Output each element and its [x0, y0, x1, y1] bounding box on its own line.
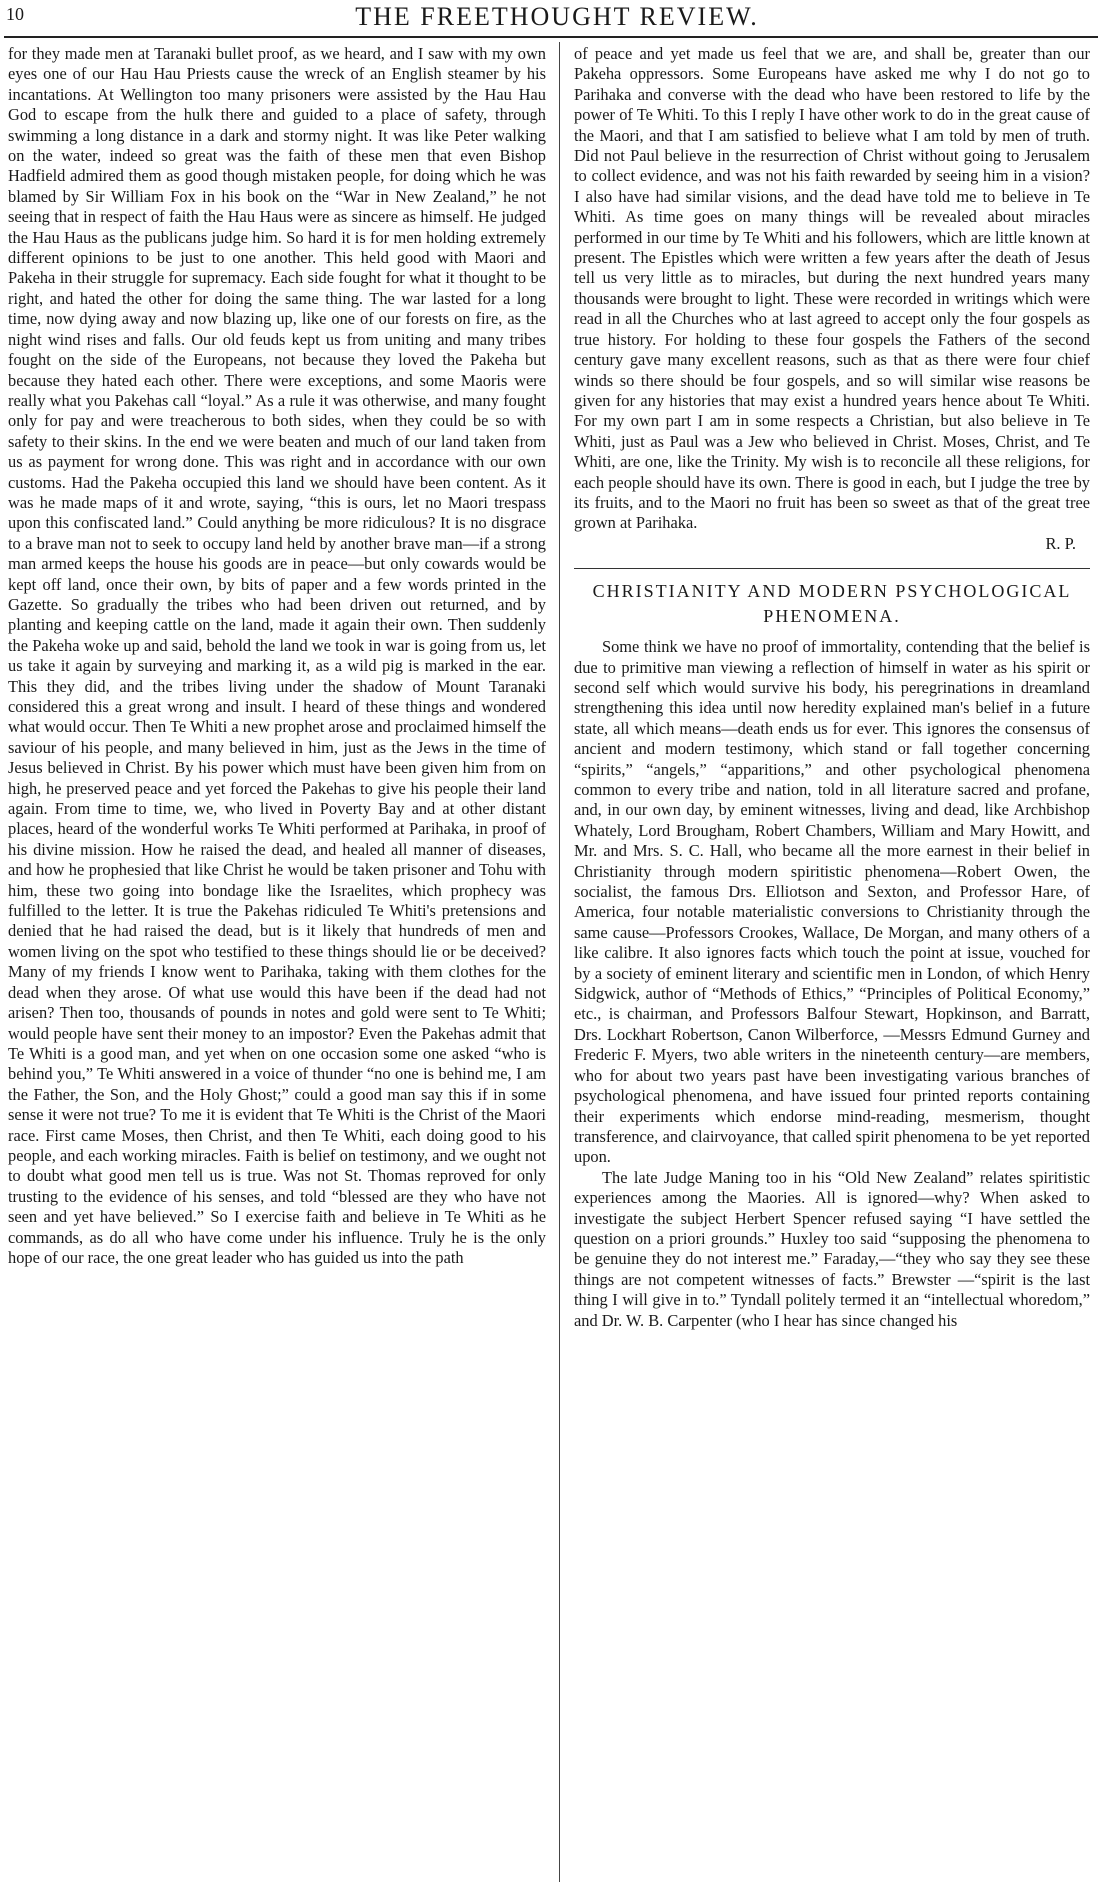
article-title: CHRISTIANITY AND MODERN PSYCHOLOGICAL PHENOMENA.: [592, 581, 1072, 627]
article-paragraph: The late Judge Maning too in his “Old New Zealand” relates spiritistic experiences among the Maories. All is ignored—why? When asked to investigate the subject Herbert Spencer refused saying “I have settled the question on a priori grounds.” Huxley too said “supposing the phenomena to be genuine they do not interest me.” Faraday,—“they who say they see these things are not competent witnesses of facts.” Brewster —“spirit is the last thing I will give in to.” Tyndall politely termed it an “intellectual whoredom,” and Dr. W. B. Carpenter (who I hear has since changed his: [574, 1167, 1090, 1330]
section-divider: [574, 568, 1090, 569]
article-paragraph: Some think we have no proof of immortality, contending that the belief is due to primitive man viewing a reflection of himself in water as his spirit or second self which would survive his body, his peregrinations in dreamland strengthening this idea until now heredity explained man's belief in a future state, all which means—death ends us for ever. This ignores the consensus of ancient and modern testimony, which stand or fall together concerning “spirits,” “angels,” “apparitions,” and other psychological phenomena common to every tribe and nation, told in all literature sacred and profane, and, in our own day, by eminent witnesses, living and dead, like Archbishop Whately, Lord Brougham, Robert Chambers, William and Mary Howitt, and Mr. and Mrs. S. C. Hall, who became all the more earnest in their belief in Christianity through modern spiritistic phenomena—Robert Owen, the socialist, the famous Drs. Elliotson and Sexton, and Professor Hare, of America, four notable materialistic conversions to Christianity through the same cause—Professors Crookes, Wallace, De Morgan, and many others of a like calibre. It also ignores facts which touch the point at issue, vouched for by a society of eminent literary and scientific men in London, of which Henry Sidgwick, author of “Methods of Ethics,” “Principles of Political Economy,” etc., is chairman, and Professors Balfour Stewart, Hopkinson, and Barratt, Drs. Lockhart Robertson, Canon Wilberforce, —Messrs Edmund Gurney and Frederic F. Myers, two able writers in the nineteenth century—are members, who for about two years past have been investigating various branches of psychological phenomena, and have issued four printed reports containing their experiments which endorse mind-reading, mesmerism, thought transference, and clairvoyance, that called spirit phenomena to be yet reported upon.: [574, 637, 1090, 1167]
header-rule: [4, 36, 1098, 38]
page-number: 10: [6, 4, 24, 24]
right-column: [574, 44, 1090, 1331]
left-column-text: for they made men at Taranaki bullet proof, as we heard, and I saw with my own eyes one of our Hau Hau Priests cause the wreck of an English steamer by his incantations. At Wellington too many prisoners were assisted by the Hau Hau God to escape from the hulk there and guided to a place of safety, through swimming a long distance in a dark and stormy night. It was like Peter walking on the water, indeed so great was the faith of these men that even Bishop Hadfield admired them as good though mistaken people, for doing which he was blamed by Sir William Fox in his book on the “War in New Zealand,” he not seeing that in respect of faith the Hau Haus were as sincere as himself. He judged the Hau Haus as the publicans judge him. So hard it is for men holding extremely different opinions to be just to one another. This held good with Maori and Pakeha in their struggle for supremacy. Each side fought for what it thought to be right, and hated the other for doing the same thing. The war lasted for a long time, now dying away and now blazing up, like one of our forests on fire, as the night wind rises and falls. Our old feuds kept us from uniting and many tribes fought on the side of the Europeans, not because they loved the Pakeha but because they hated each other. There were exceptions, and some Maoris were really what you Pakehas call “loyal.” As a rule it was otherwise, and many fought only for pay and were treacherous to both sides, when they could be so with safety to their skins. In the end we were beaten and much of our land taken from us as payment for wrong done. This was right and in accordance with our own customs. Had the Pakeha occupied this land we should have been content. As it was he made maps of it and wrote, saying, “this is ours, let no Maori trespass upon this confiscated land.” Could anything be more ridiculous? It is no disgrace to a brave man not to seek to occupy land held by another brave man—if a strong man armed keeps the house his goods are in peace—but only cowards would be kept off land, once their own, by bits of paper and a few words printed in the Gazette. So gradually the tribes who had been driven out returned, and by planting and keeping cattle on the land, made it again their own. Then suddenly the Pakeha woke up and said, behold the land we took in war is going from us, let us take it again by surveying and marking it, as a wild pig is marked in the ear. This they did, and the tribes living under the shadow of Mount Taranaki considered this a great wrong and insult. I heard of these things and wondered what would occur. Then Te Whiti a new prophet arose and proclaimed himself the saviour of his people, and many believed in him, just as the Jews in the time of Jesus believed in Christ. By his power which must have been given him from on high, he preserved peace and yet forced the Pakehas to give his people their land again. From time to time, we, who lived in Poverty Bay and at other distant places, heard of the wonderful works Te Whiti performed at Parihaka, in proof of his divine mission. How he raised the dead, and healed all manner of diseases, and how he prophesied that like Christ he would be taken prisoner and Tohu with him, these two going into bondage like the Israelites, which prophecy was fulfilled to the letter. It is true the Pakehas ridiculed Te Whiti's pretensions and denied that he had raised the dead, but is it likely that hundreds of men and women living on the spot who testified to these things should lie or be deceived? Many of my friends I know went to Parihaka, taking with them clothes for the dead when they arose. Of what use would this have been if the dead had not arisen? Then too, thousands of pounds in notes and gold were sent to Te Whiti; would people have sent their money to an impostor? Even the Pakehas admit that Te Whiti is a good man, and yet when on one occasion some one asked “who is behind you,” Te Whiti answered in a voice of thunder “no one is behind me, I am the Father, the Son, and the Holy Ghost;” could a good man say this if in some sense it were not true? To me it is evident that Te Whiti is the Christ of the Maori race. First came Moses, then Christ, and then Te Whiti, each doing good to his people, and each working miracles. Faith is belief on testimony, and we ought not to doubt what good men tell us is true. Was not St. Thomas reproved for only trusting to the evidence of his senses, and told “blessed are they who have not seen and yet have believed.” So I exercise faith and believe in Te Whiti as he commands, as do all who have come under his influence. Truly he is the only hope of our race, the one great leader who has guided us into the path: [8, 44, 546, 1267]
publication-masthead: THE FREETHOUGHT REVIEW.: [355, 2, 759, 31]
page-header: [0, 0, 1114, 40]
column-divider: [559, 42, 560, 1882]
author-signature: R. P.: [1045, 533, 1076, 553]
continued-article-text: of peace and yet made us feel that we are, and shall be, greater than our Pakeha oppressors. Some Europeans have asked me why I do not go to Parihaka and converse with the dead who have been restored to life by the power of Te Whiti. To this I reply I have other work to do in the great cause of the Maori, and that I am satisfied to believe what I am told by men of truth. Did not Paul believe in the resurrection of Christ without going to Jerusalem to collect evidence, and was not his faith rewarded by seeing him in a vision? I also have had similar visions, and the dead have told me to believe in Te Whiti. As time goes on many things will be revealed about miracles performed in our time by Te Whiti and his followers, which are little known at present. The Epistles which were written a few years after the death of Jesus tell us very little as to miracles, but during the next hundred years many thousands were brought to light. These were recorded in writings which were read in all the Churches who at last agreed to accept only the four gospels as true history. For holding to these four gospels the Fathers of the second century gave many excellent reasons, such as that as there were four chief winds so there should be four gospels, and so will similar wise reasons be given for any histories that may exist a hundred years hence about Te Whiti. For my own part I am in some respects a Christian, but also believe in Te Whiti, just as Paul was a Jew who believed in Christ. Moses, Christ, and Te Whiti, are one, like the Trinity. My wish is to reconcile all these religions, for each people should have its own. There is good in each, but I judge the tree by its fruits, and to the Maori no fruit has been so sweet as that of the great tree grown at Parihaka.: [574, 44, 1090, 533]
left-column: [8, 44, 546, 1268]
